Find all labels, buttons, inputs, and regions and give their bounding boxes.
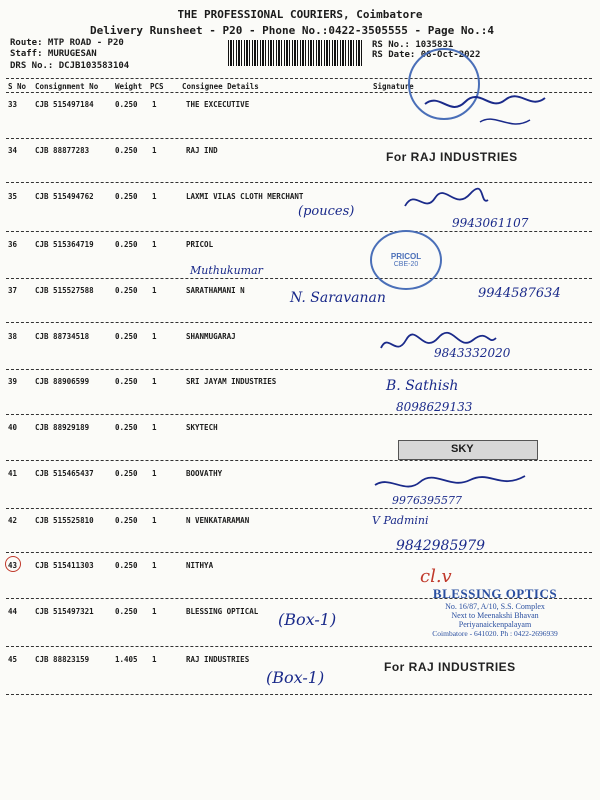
blessing-optics-name: BLESSING OPTICS — [432, 586, 558, 601]
row-weight: 0.250 — [115, 423, 138, 432]
row-divider — [6, 414, 592, 415]
col-signature: Signature — [373, 82, 414, 91]
row-consignment: CJB 88823159 — [35, 655, 90, 664]
runsheet-title: Delivery Runsheet - P20 - Phone No.:0422-3505555 - Page No.:4 — [90, 24, 494, 37]
handwritten-note: (pouces) — [298, 204, 355, 219]
row-weight: 1.405 — [115, 655, 138, 664]
pricol-stamp — [370, 230, 442, 290]
row-pcs: 1 — [152, 516, 157, 525]
row-consignment: CJB 515525810 — [35, 516, 94, 525]
rs-date: RS Date: 08-Oct-2022 — [372, 50, 481, 60]
row-consignment: CJB 515364719 — [35, 240, 94, 249]
row-consignee: PRICOL — [186, 240, 214, 249]
row-sno: 37 — [8, 286, 18, 295]
handwritten-phone: 9944587634 — [478, 286, 561, 301]
skytech-stamp-label: SKY — [451, 443, 474, 455]
row-consignee: SARATHAMANI N — [186, 286, 245, 295]
row-pcs: 1 — [152, 192, 157, 201]
row-consignee: LAXMI VILAS CLOTH MERCHANT — [186, 192, 304, 201]
row-sno: 33 — [8, 100, 18, 109]
drs-label: DRS No.: DCJB103583104 — [10, 61, 130, 71]
handwritten-name: B. Sathish — [386, 378, 459, 394]
row-consignee: N VENKATARAMAN — [186, 516, 250, 525]
row-pcs: 1 — [152, 469, 157, 478]
col-weight: Weight — [115, 82, 143, 91]
row-divider — [6, 694, 592, 695]
pricol-stamp-label: PRICOL — [390, 252, 422, 261]
row-consignment: CJB 88929189 — [35, 423, 90, 432]
col-consignee: Consignee Details — [182, 82, 259, 91]
blessing-address-2: Next to Meenakshi Bhavan — [451, 611, 539, 620]
row-consignment: CJB 515494762 — [35, 192, 94, 201]
row-weight: 0.250 — [115, 192, 138, 201]
col-sno: S No — [8, 82, 27, 91]
row-weight: 0.250 — [115, 100, 138, 109]
row-weight: 0.250 — [115, 561, 138, 570]
row-pcs: 1 — [152, 655, 157, 664]
row-weight: 0.250 — [115, 469, 138, 478]
row-consignee: SKYTECH — [186, 423, 218, 432]
row-divider — [6, 138, 592, 139]
pricol-stamp-code: CBE-20 — [393, 261, 419, 268]
row-pcs: 1 — [152, 286, 157, 295]
blessing-address-1: No. 16/87, A/10, S.S. Complex — [445, 602, 545, 611]
route-label: Route: MTP ROAD - P20 — [10, 38, 124, 48]
handwritten-phone: 9976395577 — [392, 494, 462, 507]
row-consignee: BLESSING OPTICAL — [186, 607, 259, 616]
divider — [6, 78, 592, 79]
row-divider — [6, 460, 592, 461]
row-weight: 0.250 — [115, 240, 138, 249]
blessing-optics-stamp — [400, 586, 590, 638]
row-sno: 42 — [8, 516, 18, 525]
row-sno: 39 — [8, 377, 18, 386]
row-pcs: 1 — [152, 561, 157, 570]
handwritten-phone: 9943061107 — [452, 216, 529, 230]
handwritten-name: V Padmini — [372, 514, 429, 527]
row-consignee: RAJ INDUSTRIES — [186, 655, 250, 664]
row-pcs: 1 — [152, 100, 157, 109]
row-consignee: SHANMUGARAJ — [186, 332, 236, 341]
handwritten-phone: 9842985979 — [396, 538, 486, 554]
handwritten-box-note: (Box-1) — [266, 668, 325, 687]
handwritten-phone: 9843332020 — [434, 346, 511, 360]
handwritten-initials: cl.v — [420, 566, 452, 587]
row-consignment: CJB 88906599 — [35, 377, 90, 386]
handwritten-phone: 8098629133 — [396, 400, 473, 414]
row-divider — [6, 646, 592, 647]
row-weight: 0.250 — [115, 286, 138, 295]
row-consignment: CJB 88734518 — [35, 332, 90, 341]
row-divider — [6, 322, 592, 323]
barcode — [228, 40, 364, 66]
row-pcs: 1 — [152, 377, 157, 386]
col-consignment: Consignment No — [35, 82, 99, 91]
row-consignment: CJB 515465437 — [35, 469, 94, 478]
row-divider — [6, 552, 592, 553]
row-divider — [6, 369, 592, 370]
row-divider — [6, 231, 592, 232]
col-pcs: PCS — [150, 82, 164, 91]
row-consignment: CJB 515497321 — [35, 607, 94, 616]
row-sno: 34 — [8, 146, 18, 155]
signature-scribble — [400, 186, 490, 216]
blessing-address-3: Periyanaickenpalayam — [458, 620, 532, 629]
row-pcs: 1 — [152, 607, 157, 616]
row-consignment: CJB 515497184 — [35, 100, 94, 109]
blessing-address-4: Coimbatore - 641020. Ph : 0422-2696939 — [432, 629, 558, 638]
rs-number: RS No.: 1035831 — [372, 40, 454, 50]
row-consignee: NITHYA — [186, 561, 214, 570]
handwritten-signature: N. Saravanan — [290, 290, 386, 306]
row-consignment: CJB 88877283 — [35, 146, 90, 155]
row-sno: 35 — [8, 192, 18, 201]
row-sno: 38 — [8, 332, 18, 341]
row-sno: 45 — [8, 655, 18, 664]
row-sno: 36 — [8, 240, 18, 249]
handwritten-name: Muthukumar — [190, 264, 263, 277]
row-pcs: 1 — [152, 332, 157, 341]
row-consignee: RAJ IND — [186, 146, 218, 155]
row-consignee: SRI JAYAM INDUSTRIES — [186, 377, 277, 386]
row-divider — [6, 508, 592, 509]
row-sno: 44 — [8, 607, 18, 616]
row-divider — [6, 182, 592, 183]
staff-label: Staff: MURUGESAN — [10, 49, 97, 59]
row-weight: 0.250 — [115, 607, 138, 616]
row-sno: 41 — [8, 469, 18, 478]
row-weight: 0.250 — [115, 146, 138, 155]
row-consignee: THE EXCECUTIVE — [186, 100, 250, 109]
company-title: THE PROFESSIONAL COURIERS, Coimbatore — [177, 8, 423, 21]
row-consignee: BOOVATHY — [186, 469, 223, 478]
row-sno: 40 — [8, 423, 18, 432]
skytech-stamp — [398, 440, 538, 460]
row-weight: 0.250 — [115, 516, 138, 525]
raj-industries-stamp: For RAJ INDUSTRIES — [384, 660, 516, 674]
handwritten-box-note: (Box-1) — [278, 610, 337, 629]
row-pcs: 1 — [152, 146, 157, 155]
row-pcs: 1 — [152, 423, 157, 432]
row-sno: 43 — [8, 561, 18, 570]
row-weight: 0.250 — [115, 332, 138, 341]
row-pcs: 1 — [152, 240, 157, 249]
raj-industries-stamp: For RAJ INDUSTRIES — [386, 150, 518, 164]
row-consignment: CJB 515411303 — [35, 561, 94, 570]
row-weight: 0.250 — [115, 377, 138, 386]
row-consignment: CJB 515527588 — [35, 286, 94, 295]
signature-scribble — [420, 92, 560, 134]
row-divider — [6, 278, 592, 279]
